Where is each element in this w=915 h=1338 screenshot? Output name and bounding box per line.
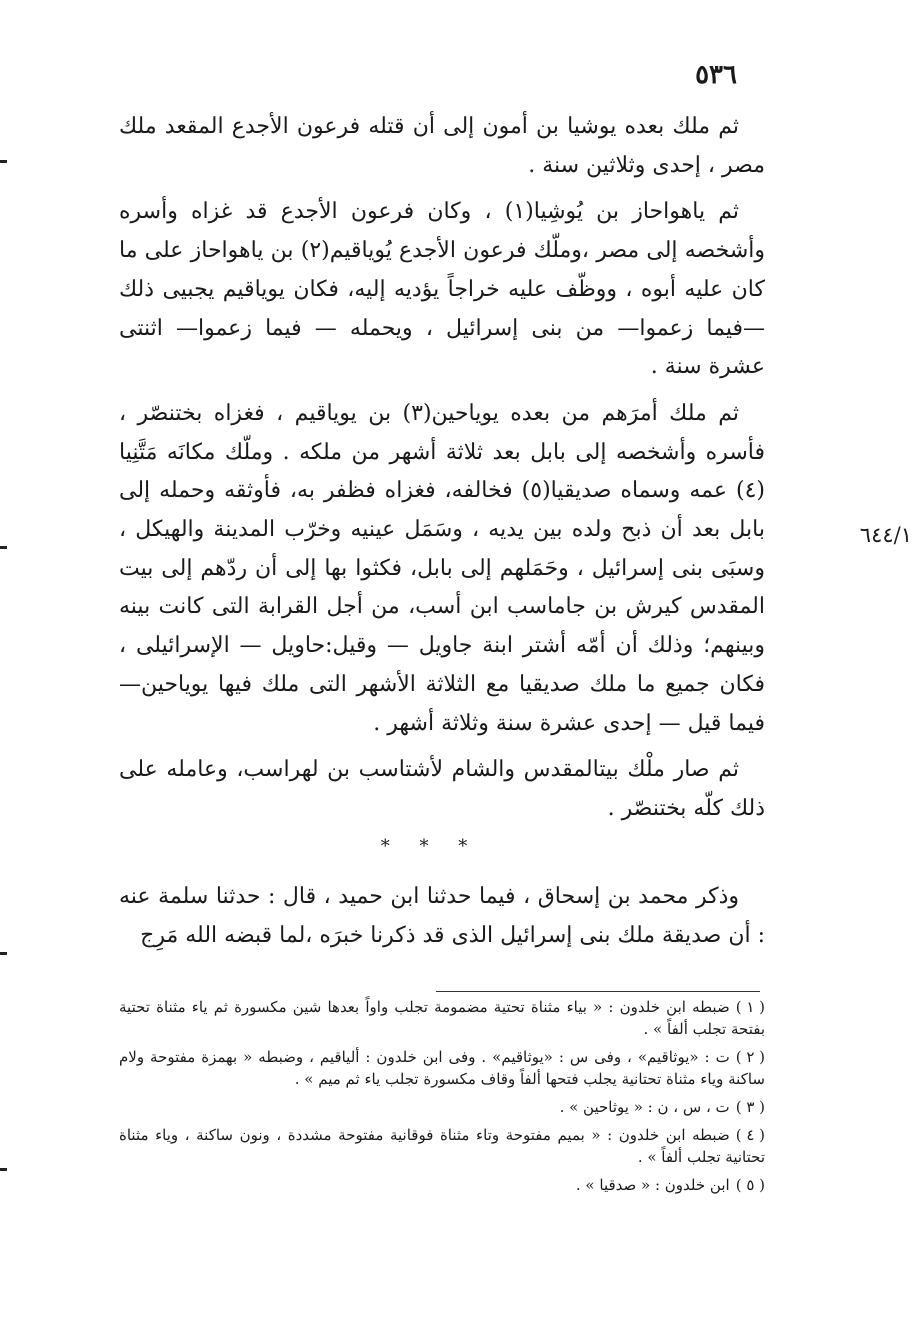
- margin-reference: ٦٤٤/١: [859, 523, 912, 547]
- margin-tick: [0, 1168, 7, 1171]
- footnote-text: ت ، س ، ن : « يوثاحين » .: [559, 1098, 730, 1116]
- footnote-text: ابن خلدون : « صدقيا » .: [575, 1176, 730, 1194]
- footnote: [119, 1124, 765, 1168]
- paragraph: ثم ملك بعده يوشيا بن أمون إلى أن قتله فرعون الأجدع المقعد ملك مصر ، إحدى وثلاثين سنة .: [119, 114, 765, 178]
- tail-text: [119, 878, 765, 955]
- footnote-number: ( ٣ ): [735, 1098, 765, 1116]
- footnote-text: ضبطه ابن خلدون : « بميم مفتوحة وتاء مثناة فوقانية مفتوحة مشددة ، ونون ساكنة ، وياء مثناة تحتانية تجلب ألفاً » .: [119, 1126, 765, 1166]
- footnote: [119, 1046, 765, 1090]
- footnote-number: ( ٤ ): [735, 1126, 765, 1144]
- margin-tick: [0, 160, 7, 163]
- paragraph: وذكر محمد بن إسحاق ، فيما حدثنا ابن حميد ، قال : حدثنا سلمة عنه : أن صديقة ملك بنى إسرائيل الذى قد ذكرنا خبرَه ،لما قبضه الله مَرِج: [119, 884, 765, 948]
- footnote-text: ضبطه ابن خلدون : « بياء مثناة تحتية مضمومة تجلب واواً بعدها شين مكسورة ثم ياء مثناة تحتية بفتحة تجلب ألفاً » .: [119, 998, 765, 1038]
- paragraph: ثم صار ملْك بيتالمقدس والشام لأشتاسب بن لهراسب، وعامله على ذلك كلّه بختنصّر .: [119, 757, 765, 821]
- footnote-number: ( ٢ ): [735, 1048, 765, 1066]
- margin-tick: [0, 546, 7, 549]
- footnote: [119, 996, 765, 1040]
- section-separator: * * *: [380, 836, 480, 857]
- paragraph: ثم ياهواحاز بن يُوشِيا(١) ، وكان فرعون الأجدع قد غزاه وأسره وأشخصه إلى مصر ،وملّك فرعون الأجدع يُوياقيم(٢) بن ياهواحاز على ما كان عليه أبوه ، ووظّف عليه خراجاً يؤديه إليه، فكان يوياقيم يجبيى ذلك—فيما زعموا— من بنى إسرائيل ، ويحمله — فيما زعموا— اثنتى عشرة سنة .: [119, 199, 765, 380]
- footnote-text: ت : «يوثاقيم» ، وفى س : «يوثاقيم» . وفى ابن خلدون : ألياقيم ، وضبطه « بهمزة مفتوحة ولام ساكنة وياء مثناة تحتانية يجلب فتحها ألفاً وقاف مكسورة تجلب ياء ثم ميم » .: [119, 1048, 765, 1088]
- footnote: [119, 1174, 765, 1196]
- footnote-divider: [436, 991, 760, 992]
- margin-tick: [0, 952, 7, 955]
- footnotes: [119, 996, 765, 1202]
- paragraph: ثم ملك أمرَهم من بعده يوياحين(٣) بن يوياقيم ، فغزاه بختنصّر ، فأسره وأشخصه إلى بابل بعد ثلاثة أشهر من ملكه . وملّك مكانَه مَتَّنِيا (٤) عمه وسماه صديقيا(٥) فخالفه، فغزاه فظفر به، فأوثقه وحمله إلى بابل بعد أن ذبح ولده بين يديه ، وسَمَل عينيه وخرّب المدينة والهيكل ، وسبَى بنى إسرائيل ، وحَمَلهم إلى بابل، فكثوا بها إلى أن ردّهم إلى بيت المقدس كيرش بن جاماسب ابن أسب، من أجل القرابة التى كانت بينه وبينهم؛ وذلك أن أمّه أشتر ابنة جاويل — وقيل:حاويل — الإسرائيلى ، فكان جميع ما ملك صديقيا مع الثلاثة الأشهر التى ملك فيها يوياحين—فيما قيل — إحدى عشرة سنة وثلاثة أشهر .: [119, 400, 765, 736]
- footnote-number: ( ٥ ): [735, 1176, 765, 1194]
- main-text: [119, 108, 765, 837]
- page-number: ٥٣٦: [695, 60, 737, 90]
- footnote: [119, 1096, 765, 1118]
- footnote-number: ( ١ ): [735, 998, 765, 1016]
